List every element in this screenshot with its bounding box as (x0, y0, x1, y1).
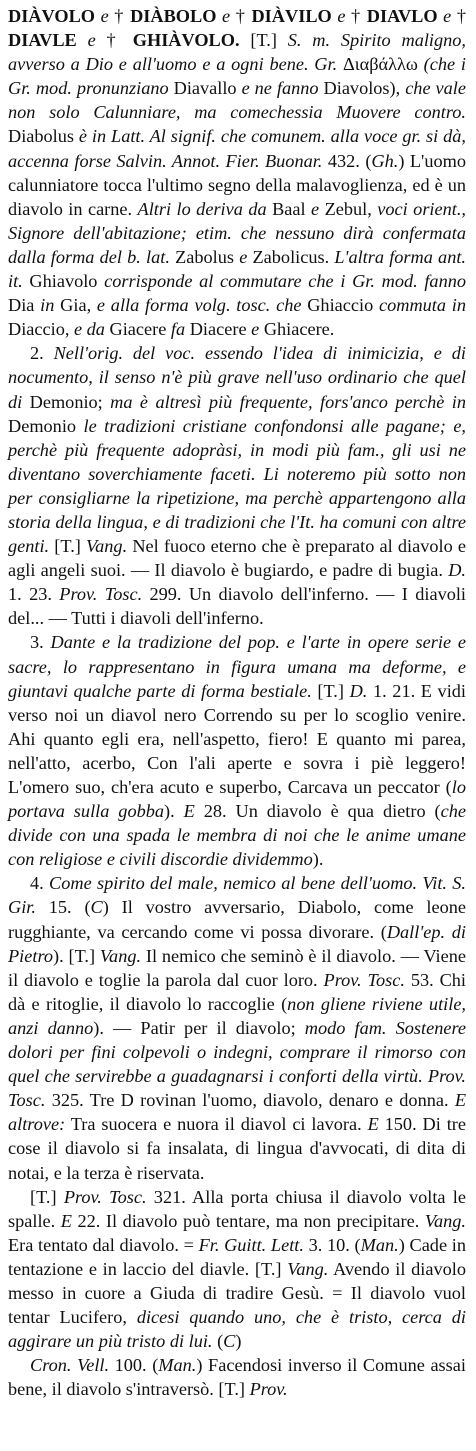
entry-paragraph-1-etymology: DIÀVOLO e † DIÀBOLO e † DIÀVILO e † DIAVLO e † DIAVLE e † GHIÀVOLO. [T.] S. m. Spirito maligno, avverso a Dio e all'uomo e a ogni bene. Gr. Διαβάλλω (che i Gr. mod. pronunziano Diavallo e ne fanno Diavolos), che vale non solo Calunniare, ma comechessia Muovere contro. Diabolus è in Latt. Al signif. che comunem. alla voce gr. si dà, accenna forse Salvin. Annot. Fier. Buonar. 432. (Gh.) L'uomo calunniatore tocca l'ultimo segno della malavoglienza, ed è un diavolo in carne. Altri lo deriva da Baal e Zebul, voci orient., Signore dell'abitazione; etim. che nessuno dirà confermata dalla forma del b. lat. Zabolus e Zabolicus. L'altra forma ant. it. Ghiavolo corrisponde al commutare che i Gr. mod. fanno Dia in Gia, e alla forma volg. tosc. che Ghiaccio commuta in Diaccio, e da Giacere fa Diacere e Ghiacere. (8, 6, 467, 340)
entry-paragraph-2-usage: 2. Nell'orig. del voc. essendo l'idea di inimicizia, e di nocumento, il senso n'è più grave nell'uso ordinario che quel di Demonio; ma è altresì più frequente, fors'anco perchè in Demonio le tradizioni cristiane confondonsi alle pagane; e, perchè più frequente adopràsi, in modi più fam., gli usi ne diventano soverchiamente faceti. Li noteremo più sotto non per consigliarne la ripetizione, ma perchè appartengono alla storia della lingua, e di tradizioni che l'It. ha comuni con altre genti. [T.] Vang. Nel fuoco eterno che è preparato al diavolo e agli angeli suoi. — Il diavolo è bugiardo, e padre di bugia. D. 1. 23. Prov. Tosc. 299. Un diavolo dell'inferno. — I diavoli del... — Tutti i diavoli dell'inferno. (8, 343, 467, 629)
entry-paragraph-3-representation: 3. Dante e la tradizione del pop. e l'arte in opere serie e sacre, lo rappresentano in figura umana ma deforme, e giuntavi qualche parte di forma bestiale. [T.] D. 1. 21. E vidi verso noi un diavol nero Correndo su per lo scoglio venire. Ahi quanto egli era, nell'aspetto, fiero! E quanto mi parea, nell'atto, acerbo, Con l'ali aperte e sovra i piè leggero! L'omero suo, ch'era acuto e superbo, Carcava un peccator (lo portava sulla gobba). E 28. Un diavolo è qua dietro (che divide con una spada le membra di noi che le anime umane con religiose e civili discordie dividemmo). (8, 632, 467, 870)
entry-paragraph-4-evil-spirit: 4. Come spirito del male, nemico al bene dell'uomo. Vit. S. Gir. 15. (C) Il vostro avversario, Diabolo, come leone rugghiante, va cercando come vi possa divorare. (Dall'ep. di Pietro). [T.] Vang. Il nemico che seminò è il diavolo. — Viene il diavolo e toglie la parola dal cuor loro. Prov. Tosc. 53. Chi dà e ritoglie, il diavolo lo raccoglie (non gliene riviene utile, anzi danno). — Patir per il diavolo; modo fam. Sostenere dolori per fini colpevoli o indegni, comprare il rimorso con quel che servirebbe a guadagnarsi i conforti della virtù. Prov. Tosc. 325. Tre D rovinan l'uomo, diavolo, denaro e donna. E altrove: Tra suocera e nuora il diavol ci lavora. E 150. Di tre cose il diavolo si fa insalata, di lingua d'avvocati, di dita di notai, e la terza è riservata. (8, 873, 467, 1183)
dictionary-entry-diavolo (8, 4, 466, 1401)
entry-paragraph-5-proverbs: [T.] Prov. Tosc. 321. Alla porta chiusa il diavolo volta le spalle. E 22. Il diavolo può tentare, ma non precipitare. Vang. Era tentato dal diavolo. = Fr. Guitt. Lett. 3. 10. (Man.) Cade in tentazione e in laccio del diavle. [T.] Vang. Avendo il diavolo messo in cuore a Giuda di tradire Gesù. = Il diavolo vuol tentar Lucifero, dicesi quando uno, che è tristo, cerca di aggirare un più tristo di lui. (C) (8, 1186, 467, 1352)
entry-paragraph-6-chronicle: Cron. Vell. 100. (Man.) Facendosi inverso il Comune assai bene, il diavolo s'intraversò. [T.] Prov. (8, 1355, 466, 1400)
